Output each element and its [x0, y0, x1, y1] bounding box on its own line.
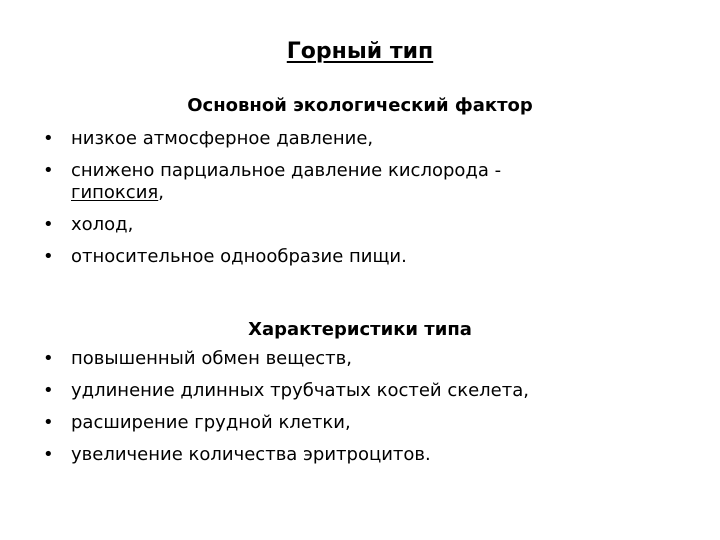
hypoxia-link[interactable]: гипоксия — [71, 182, 159, 203]
characteristics-list — [40, 348, 700, 476]
characteristics-heading: Характеристики типа — [248, 319, 472, 340]
list-item-text: увеличение количества эритроцитов. — [71, 444, 431, 465]
list-item — [40, 128, 700, 150]
bullet-icon: • — [43, 348, 54, 369]
list-item — [40, 348, 700, 370]
bullet-icon: • — [43, 380, 54, 401]
list-item-text: холод, — [71, 214, 134, 235]
ecological-factor-list — [40, 128, 700, 278]
list-item-suffix: , — [158, 182, 164, 203]
list-item-text: низкое атмосферное давление, — [71, 128, 374, 149]
list-item — [40, 380, 700, 402]
slide-title: Горный тип — [286, 39, 434, 64]
list-item-text: повышенный обмен веществ, — [71, 348, 352, 369]
list-item-text: расширение грудной клетки, — [71, 412, 351, 433]
bullet-icon: • — [43, 444, 54, 465]
bullet-icon: • — [43, 128, 54, 149]
bullet-icon: • — [43, 246, 54, 267]
bullet-icon: • — [43, 160, 54, 181]
list-item — [40, 246, 700, 268]
list-item — [40, 412, 700, 434]
ecological-factor-heading: Основной экологический фактор — [187, 95, 533, 116]
list-item — [40, 214, 700, 236]
list-item-text: снижено парциальное давление кислорода - — [71, 160, 502, 181]
list-item-text: удлинение длинных трубчатых костей скелета, — [71, 380, 529, 401]
list-item — [40, 160, 700, 204]
list-item-text: относительное однообразие пищи. — [71, 246, 407, 267]
list-item — [40, 444, 700, 466]
bullet-icon: • — [43, 412, 54, 433]
bullet-icon: • — [43, 214, 54, 235]
